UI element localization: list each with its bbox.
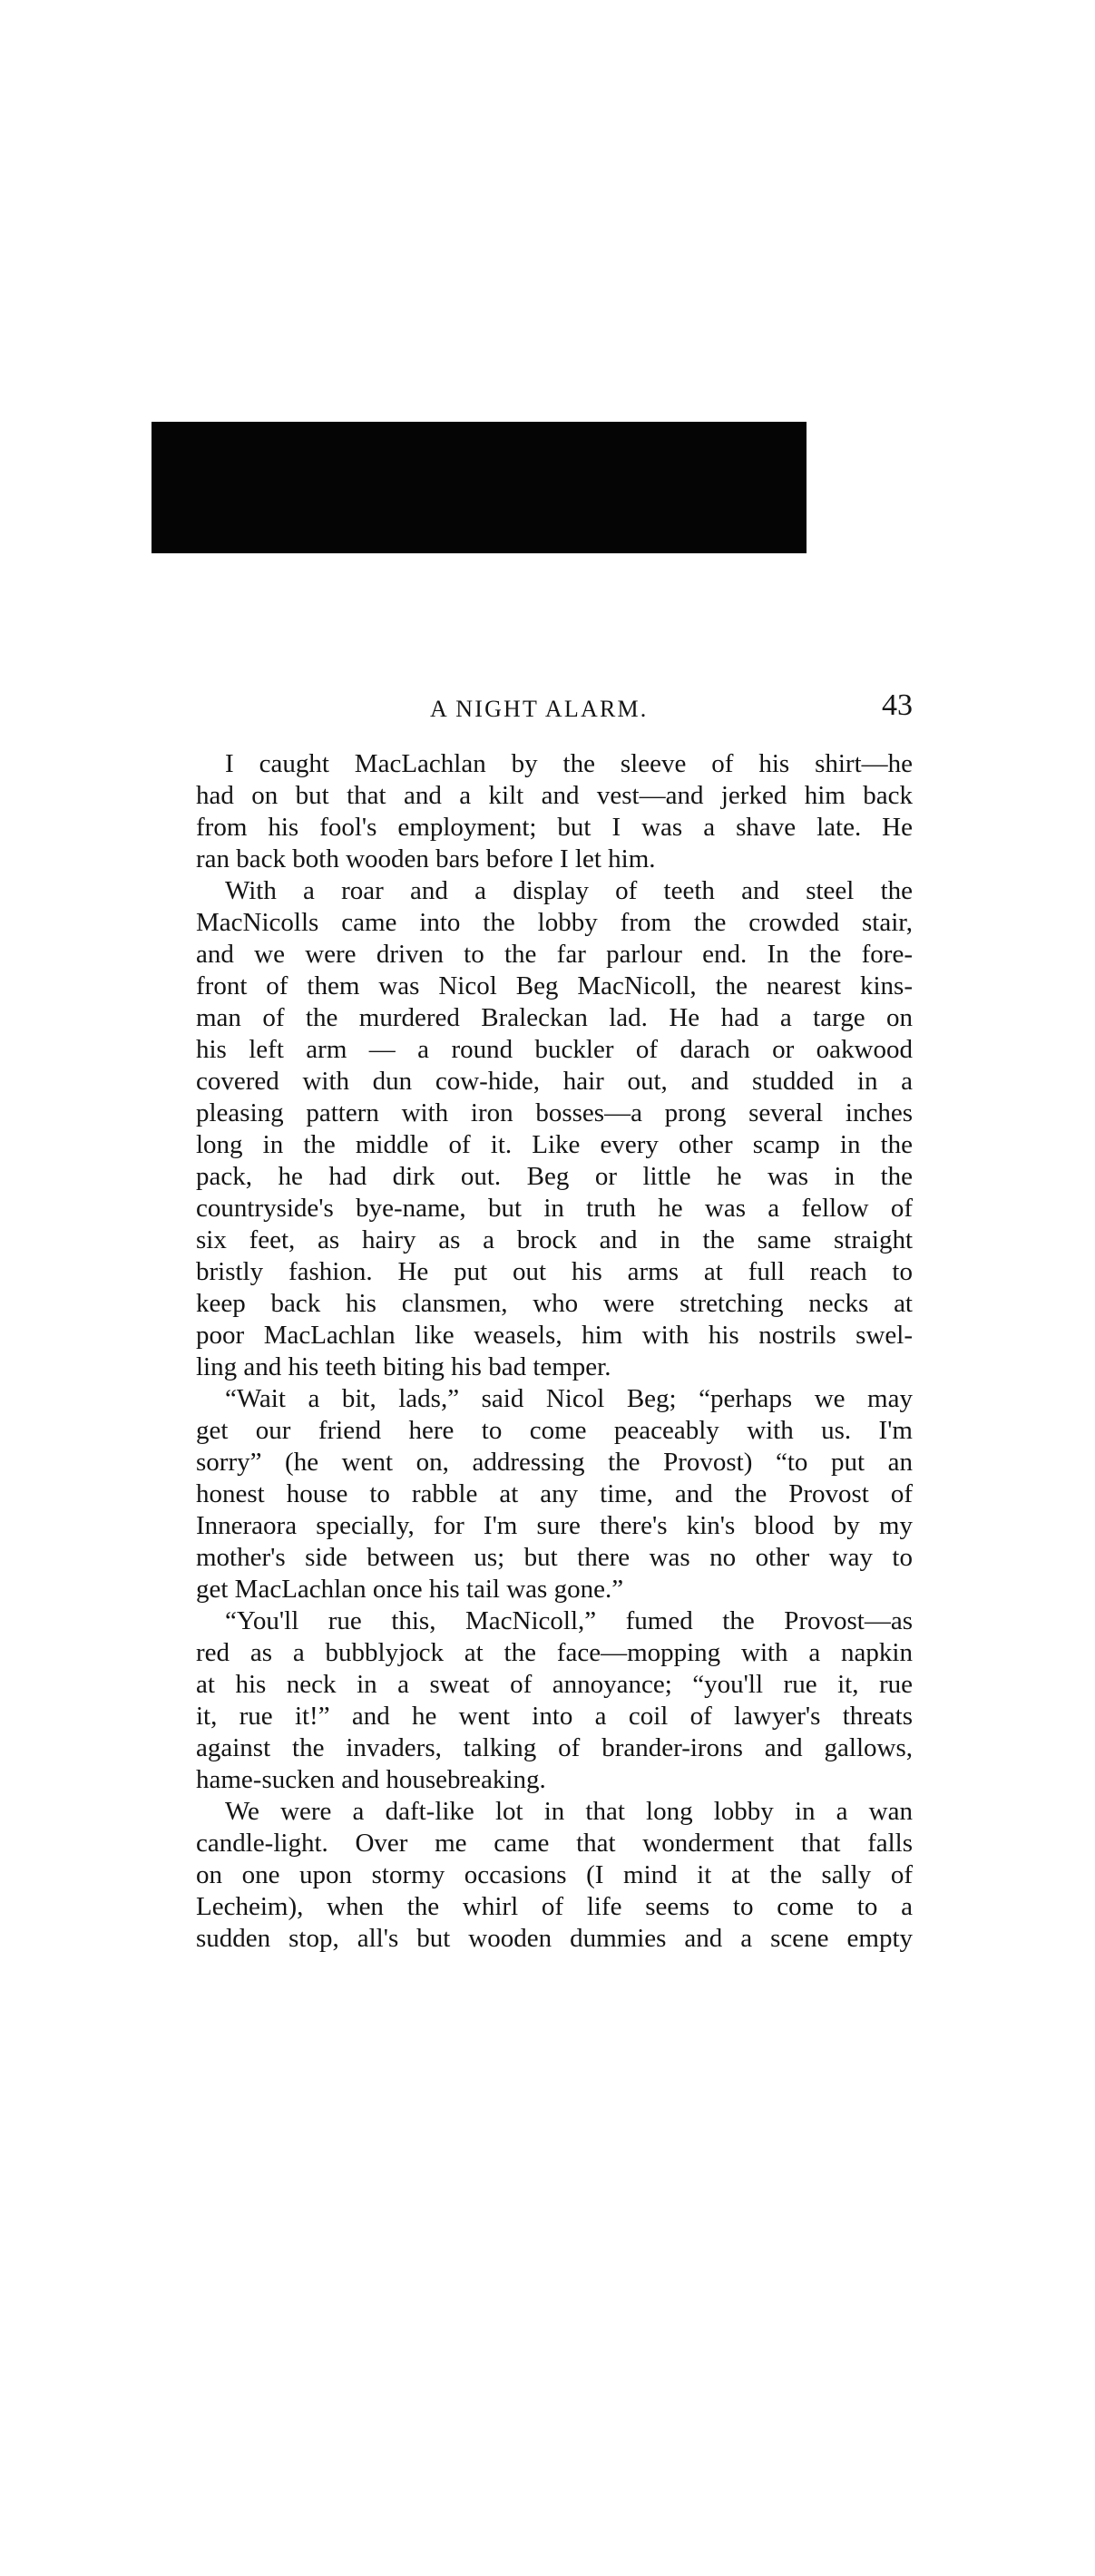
text-line: long in the middle of it. Like every other scamp in the: [196, 1130, 913, 1159]
running-head: [196, 687, 913, 730]
text-line: had on but that and a kilt and vest—and jerked him back: [196, 781, 913, 810]
text-line: ling and his teeth biting his bad temper.: [196, 1352, 611, 1381]
text-line: “Wait a bit, lads,” said Nicol Beg; “perhaps we may: [225, 1384, 913, 1413]
paragraph: [196, 1383, 913, 1605]
text-line: man of the murdered Braleckan lad. He had a targe on: [196, 1003, 913, 1032]
text-line: and we were driven to the far parlour end. In the fore-: [196, 940, 913, 969]
text-line: mother's side between us; but there was no other way to: [196, 1543, 913, 1572]
text-line: red as a bubblyjock at the face—mopping with a napkin: [196, 1638, 913, 1667]
text-line: hame-sucken and housebreaking.: [196, 1765, 546, 1794]
text-line: bristly fashion. He put out his arms at full reach to: [196, 1257, 913, 1286]
paragraph: [196, 748, 913, 875]
text-line: I caught MacLachlan by the sleeve of his shirt—he: [225, 749, 913, 778]
text-line: Inneraora specially, for I'm sure there's kin's blood by my: [196, 1511, 913, 1540]
text-line: get our friend here to come peaceably with us. I'm: [196, 1416, 913, 1445]
text-line: six feet, as hairy as a brock and in the same straight: [196, 1225, 913, 1254]
text-line: “You'll rue this, MacNicoll,” fumed the Provost—as: [225, 1606, 913, 1635]
text-line: covered with dun cow-hide, hair out, and studded in a: [196, 1067, 913, 1096]
text-line: candle-light. Over me came that wonderment that falls: [196, 1829, 913, 1858]
text-line: from his fool's employment; but I was a shave late. He: [196, 813, 913, 842]
text-line: get MacLachlan once his tail was gone.”: [196, 1575, 624, 1604]
text-line: on one upon stormy occasions (I mind it at the sally of: [196, 1860, 913, 1889]
text-line: poor MacLachlan like weasels, him with his nostrils swel-: [196, 1321, 913, 1350]
text-line: Lecheim), when the whirl of life seems to come to a: [196, 1892, 913, 1921]
text-line: sudden stop, all's but wooden dummies and a scene empty: [196, 1924, 913, 1953]
text-line: sorry” (he went on, addressing the Provost) “to put an: [196, 1448, 913, 1477]
page-number: 43: [882, 688, 913, 722]
text-line: pleasing pattern with iron bosses—a prong several inches: [196, 1098, 913, 1127]
paragraph: [196, 1605, 913, 1796]
text-line: it, rue it!” and he went into a coil of lawyer's threats: [196, 1702, 913, 1731]
text-line: against the invaders, talking of brander-irons and gallows,: [196, 1733, 913, 1762]
text-line: pack, he had dirk out. Beg or little he was in the: [196, 1162, 913, 1191]
redaction-bar: [152, 422, 807, 553]
body-text: [196, 748, 913, 1955]
text-line: front of them was Nicol Beg MacNicoll, the nearest kins-: [196, 971, 913, 1000]
paragraph: [196, 875, 913, 1383]
text-line: keep back his clansmen, who were stretching necks at: [196, 1289, 913, 1318]
text-line: ran back both wooden bars before I let him.: [196, 844, 656, 873]
text-line: countryside's bye-name, but in truth he was a fellow of: [196, 1194, 913, 1223]
running-title: A NIGHT ALARM.: [430, 696, 649, 722]
text-line: With a roar and a display of teeth and steel the: [225, 876, 913, 905]
text-line: at his neck in a sweat of annoyance; “you'll rue it, rue: [196, 1670, 913, 1699]
text-line: MacNicolls came into the lobby from the crowded stair,: [196, 908, 913, 937]
paragraph: [196, 1796, 913, 1955]
text-line: honest house to rabble at any time, and the Provost of: [196, 1479, 913, 1508]
text-line: We were a daft-like lot in that long lobby in a wan: [225, 1797, 913, 1826]
text-line: his left arm — a round buckler of darach or oakwood: [196, 1035, 913, 1064]
